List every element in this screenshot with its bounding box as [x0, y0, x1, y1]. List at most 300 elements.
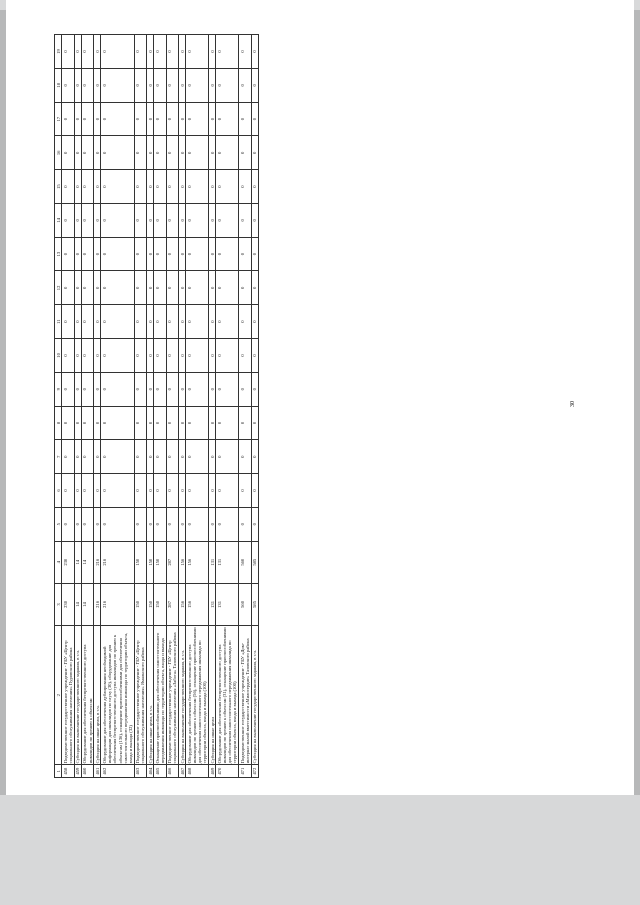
value-cell: 0: [251, 305, 258, 339]
value-cell: 0: [94, 406, 101, 440]
value-cell: 0: [186, 507, 209, 541]
value-cell: 156: [186, 541, 209, 583]
table-row: [216, 35, 239, 778]
value-cell: 0: [134, 474, 146, 508]
header-cell: 8: [55, 406, 62, 440]
value-cell: 0: [154, 305, 166, 339]
value-cell: 0: [179, 507, 186, 541]
value-cell: 0: [154, 406, 166, 440]
header-cell: 2: [55, 626, 62, 765]
row-description: Оборудование для обеспечения беспрепятственного доступа инвалидов по зрению к объектам (31), оснащение приспособлениями для обеспечения самостоятельного передвижения инвалида по территории объекта, входа и выхода (100): [216, 627, 238, 764]
table-body: [55, 35, 259, 778]
value-cell: 0: [239, 35, 251, 69]
value-cell: 14: [74, 583, 81, 625]
row-number: 470: [216, 765, 239, 778]
value-cell: 0: [147, 507, 154, 541]
value-cell: 0: [94, 237, 101, 271]
value-cell: 0: [154, 474, 166, 508]
value-cell: 0: [62, 35, 74, 69]
value-cell: 0: [166, 271, 178, 305]
header-cell: 17: [55, 102, 62, 136]
value-cell: 0: [179, 440, 186, 474]
value-cell: 0: [154, 68, 166, 102]
rotated-document: [46, 24, 606, 784]
value-cell: 0: [166, 372, 178, 406]
value-cell: 0: [62, 440, 74, 474]
value-cell: 0: [74, 339, 81, 373]
value-cell: 0: [62, 203, 74, 237]
value-cell: 0: [239, 474, 251, 508]
value-cell: 0: [94, 474, 101, 508]
value-cell: 0: [147, 406, 154, 440]
value-cell: 230: [62, 541, 74, 583]
table-row: [154, 35, 166, 778]
page-number: 30: [570, 401, 576, 407]
value-cell: 0: [216, 406, 239, 440]
value-cell: 150: [154, 583, 166, 625]
row-number: 461: [94, 765, 101, 778]
value-cell: 0: [166, 68, 178, 102]
value-cell: 0: [186, 68, 209, 102]
value-cell: 0: [147, 440, 154, 474]
value-cell: 0: [147, 305, 154, 339]
value-cell: 0: [239, 507, 251, 541]
header-cell: 11: [55, 305, 62, 339]
value-cell: 0: [239, 237, 251, 271]
value-cell: 0: [62, 372, 74, 406]
value-cell: 0: [179, 372, 186, 406]
table-row: [186, 35, 209, 778]
value-cell: 0: [74, 237, 81, 271]
row-description: Подведомственное государственное учреждение - ГБУ «Центр социального обслуживания населения» Ямальского района: [134, 626, 146, 765]
value-cell: 0: [94, 305, 101, 339]
value-cell: 0: [239, 68, 251, 102]
value-cell: 0: [239, 102, 251, 136]
value-cell: 0: [186, 237, 209, 271]
value-cell: 0: [101, 136, 134, 170]
value-cell: 0: [101, 271, 134, 305]
row-number: 459: [74, 765, 81, 778]
value-cell: 0: [94, 136, 101, 170]
value-cell: 0: [74, 372, 81, 406]
value-cell: 0: [94, 203, 101, 237]
value-cell: 560: [239, 541, 251, 583]
value-cell: 0: [81, 372, 93, 406]
row-description: Подведомственное государственное учреждение - ГБУ «Центр социального обслуживания населения» Пуровского района: [62, 626, 74, 765]
value-cell: 0: [251, 406, 258, 440]
row-number: 464: [147, 765, 154, 778]
value-cell: 0: [62, 102, 74, 136]
value-cell: 0: [74, 203, 81, 237]
value-cell: 0: [62, 339, 74, 373]
value-cell: 0: [134, 406, 146, 440]
value-cell: 0: [101, 372, 134, 406]
value-cell: 0: [209, 406, 216, 440]
value-cell: 0: [147, 170, 154, 204]
value-cell: 0: [216, 68, 239, 102]
value-cell: 150: [154, 541, 166, 583]
value-cell: 0: [216, 203, 239, 237]
value-cell: 0: [62, 305, 74, 339]
value-cell: 0: [154, 271, 166, 305]
value-cell: 0: [239, 406, 251, 440]
table-row: [166, 35, 178, 778]
value-cell: 0: [216, 35, 239, 69]
value-cell: 0: [74, 271, 81, 305]
value-cell: 0: [81, 406, 93, 440]
value-cell: 0: [154, 372, 166, 406]
value-cell: 0: [216, 474, 239, 508]
value-cell: 0: [101, 440, 134, 474]
value-cell: 0: [62, 406, 74, 440]
value-cell: 585: [251, 583, 258, 625]
value-cell: 216: [101, 583, 134, 625]
row-description: Подведомственное государственное учреждение - ГБУ «Центр социального обслуживания населения «Забота» Тазовского района: [166, 626, 178, 765]
value-cell: 0: [179, 237, 186, 271]
value-cell: 0: [101, 102, 134, 136]
value-cell: 0: [134, 339, 146, 373]
value-cell: 0: [81, 68, 93, 102]
value-cell: 0: [81, 203, 93, 237]
value-cell: 0: [251, 102, 258, 136]
value-cell: 0: [216, 102, 239, 136]
value-cell: 560: [239, 583, 251, 625]
value-cell: 0: [216, 305, 239, 339]
row-number: 463: [134, 765, 146, 778]
value-cell: 585: [251, 541, 258, 583]
value-cell: 0: [62, 170, 74, 204]
value-cell: 0: [101, 237, 134, 271]
value-cell: 0: [209, 68, 216, 102]
header-cell: 9: [55, 372, 62, 406]
value-cell: 0: [81, 271, 93, 305]
value-cell: 0: [179, 68, 186, 102]
value-cell: 0: [179, 170, 186, 204]
value-cell: 0: [166, 237, 178, 271]
value-cell: 0: [209, 170, 216, 204]
value-cell: 0: [81, 339, 93, 373]
value-cell: 0: [166, 440, 178, 474]
scan-bottom-strip: [0, 795, 640, 905]
budget-table: [54, 34, 259, 778]
table-row: [147, 35, 154, 778]
header-cell: 3: [55, 583, 62, 625]
row-description: Оборудование для обеспечения дублирования необходимой информации для инвалидов по слуху (30), оборудование для обеспечения беспрепятственного доступа инвалидов по зрению к объектам (136), оснащение приспособлениями для обеспечения самостоятельного передвижения инвалида по территории объекта, входа и выхода (32): [101, 626, 134, 765]
value-cell: 0: [251, 68, 258, 102]
row-number: 462: [101, 765, 134, 778]
value-cell: 0: [239, 170, 251, 204]
value-cell: 0: [101, 339, 134, 373]
value-cell: 0: [209, 102, 216, 136]
value-cell: 131: [216, 541, 239, 583]
value-cell: 0: [94, 68, 101, 102]
value-cell: 0: [74, 406, 81, 440]
value-cell: 14: [81, 583, 93, 625]
row-number: 468: [186, 765, 209, 778]
header-row: [55, 35, 62, 778]
value-cell: 0: [251, 170, 258, 204]
value-cell: 0: [62, 136, 74, 170]
value-cell: 0: [147, 271, 154, 305]
value-cell: 0: [251, 440, 258, 474]
value-cell: 0: [147, 474, 154, 508]
row-number: 465: [154, 765, 166, 778]
header-cell: 15: [55, 170, 62, 204]
value-cell: 0: [101, 406, 134, 440]
value-cell: 0: [216, 372, 239, 406]
value-cell: 0: [251, 237, 258, 271]
value-cell: 14: [81, 541, 93, 583]
value-cell: 0: [154, 237, 166, 271]
value-cell: 156: [186, 583, 209, 625]
value-cell: 0: [74, 35, 81, 69]
value-cell: 0: [186, 170, 209, 204]
header-cell: 4: [55, 541, 62, 583]
header-cell: 5: [55, 507, 62, 541]
value-cell: 0: [81, 305, 93, 339]
value-cell: 0: [74, 507, 81, 541]
value-cell: 0: [147, 136, 154, 170]
value-cell: 0: [251, 339, 258, 373]
header-cell: 6: [55, 474, 62, 508]
value-cell: 0: [154, 102, 166, 136]
table-row: [81, 35, 93, 778]
value-cell: 0: [166, 507, 178, 541]
value-cell: 0: [239, 271, 251, 305]
value-cell: 0: [101, 305, 134, 339]
table-row: [101, 35, 134, 778]
value-cell: 0: [101, 68, 134, 102]
row-description: Оснащение приспособлениями для обеспечения самостоятельного передвижения инвалида по территории объекта, входа и выхода: [154, 626, 166, 765]
table-row: [94, 35, 101, 778]
value-cell: 0: [134, 102, 146, 136]
value-cell: 0: [94, 372, 101, 406]
value-cell: 131: [209, 583, 216, 625]
value-cell: 0: [186, 35, 209, 69]
value-cell: 150: [147, 583, 154, 625]
value-cell: 0: [166, 474, 178, 508]
value-cell: 0: [147, 372, 154, 406]
value-cell: 287: [166, 541, 178, 583]
value-cell: 0: [251, 136, 258, 170]
row-number: 469: [209, 765, 216, 778]
row-description: Субсидия на выполнение государственного задания, в т.ч.: [74, 626, 81, 765]
value-cell: 0: [239, 203, 251, 237]
header-cell: 14: [55, 203, 62, 237]
value-cell: 0: [239, 339, 251, 373]
value-cell: 0: [101, 170, 134, 204]
value-cell: 0: [147, 339, 154, 373]
row-number: 472: [251, 765, 258, 778]
value-cell: 0: [62, 271, 74, 305]
value-cell: 0: [166, 35, 178, 69]
value-cell: 0: [179, 271, 186, 305]
value-cell: 0: [62, 237, 74, 271]
value-cell: 0: [251, 474, 258, 508]
value-cell: 0: [74, 102, 81, 136]
value-cell: 0: [209, 237, 216, 271]
header-cell: 7: [55, 440, 62, 474]
value-cell: 0: [179, 406, 186, 440]
value-cell: 14: [74, 541, 81, 583]
value-cell: 0: [94, 507, 101, 541]
value-cell: 0: [166, 305, 178, 339]
row-number: 471: [239, 765, 251, 778]
value-cell: 0: [147, 68, 154, 102]
header-cell: 10: [55, 339, 62, 373]
value-cell: 131: [216, 583, 239, 625]
value-cell: 0: [186, 203, 209, 237]
value-cell: 0: [101, 203, 134, 237]
value-cell: 0: [209, 271, 216, 305]
value-cell: 0: [239, 136, 251, 170]
row-number: 467: [179, 765, 186, 778]
value-cell: 0: [251, 35, 258, 69]
value-cell: 0: [134, 305, 146, 339]
value-cell: 0: [134, 35, 146, 69]
table-row: [239, 35, 251, 778]
value-cell: 0: [81, 170, 93, 204]
value-cell: 0: [216, 170, 239, 204]
value-cell: 0: [74, 170, 81, 204]
value-cell: 0: [154, 507, 166, 541]
value-cell: 0: [209, 203, 216, 237]
value-cell: 0: [94, 440, 101, 474]
value-cell: 156: [179, 541, 186, 583]
value-cell: 150: [134, 583, 146, 625]
row-description: Субсидия на иные цели, в т.ч.: [94, 626, 101, 765]
value-cell: 216: [101, 541, 134, 583]
value-cell: 0: [216, 271, 239, 305]
value-cell: 0: [251, 372, 258, 406]
value-cell: 0: [134, 372, 146, 406]
value-cell: 0: [101, 35, 134, 69]
value-cell: 0: [94, 35, 101, 69]
value-cell: 0: [179, 474, 186, 508]
value-cell: 0: [81, 102, 93, 136]
value-cell: 0: [147, 35, 154, 69]
value-cell: 0: [166, 170, 178, 204]
value-cell: 0: [134, 136, 146, 170]
value-cell: 0: [62, 474, 74, 508]
table-row: [74, 35, 81, 778]
value-cell: 230: [62, 583, 74, 625]
value-cell: 0: [81, 35, 93, 69]
value-cell: 0: [166, 406, 178, 440]
value-cell: 0: [134, 507, 146, 541]
value-cell: 0: [179, 35, 186, 69]
value-cell: 0: [186, 474, 209, 508]
value-cell: 0: [209, 440, 216, 474]
value-cell: 131: [209, 541, 216, 583]
value-cell: 0: [216, 440, 239, 474]
value-cell: 0: [81, 474, 93, 508]
value-cell: 0: [166, 102, 178, 136]
value-cell: 0: [147, 102, 154, 136]
value-cell: 0: [147, 237, 154, 271]
value-cell: 0: [186, 305, 209, 339]
value-cell: 156: [179, 583, 186, 625]
table-row: [134, 35, 146, 778]
value-cell: 0: [166, 339, 178, 373]
value-cell: 0: [81, 507, 93, 541]
value-cell: 0: [147, 203, 154, 237]
value-cell: 0: [179, 136, 186, 170]
document-page: [46, 24, 606, 784]
value-cell: 0: [209, 474, 216, 508]
value-cell: 0: [94, 170, 101, 204]
value-cell: 0: [209, 305, 216, 339]
value-cell: 0: [209, 339, 216, 373]
value-cell: 0: [209, 136, 216, 170]
table-row: [62, 35, 74, 778]
row-number: 458: [62, 765, 74, 778]
value-cell: 0: [216, 237, 239, 271]
value-cell: 0: [62, 68, 74, 102]
value-cell: 0: [134, 203, 146, 237]
header-cell: 16: [55, 136, 62, 170]
header-cell: 12: [55, 271, 62, 305]
value-cell: 0: [101, 474, 134, 508]
value-cell: 0: [154, 203, 166, 237]
value-cell: 0: [186, 102, 209, 136]
value-cell: 0: [216, 339, 239, 373]
table-row: [251, 35, 258, 778]
row-number: 460: [81, 765, 93, 778]
value-cell: 0: [81, 136, 93, 170]
value-cell: 0: [101, 507, 134, 541]
value-cell: 0: [62, 507, 74, 541]
value-cell: 0: [134, 68, 146, 102]
value-cell: 0: [94, 102, 101, 136]
value-cell: 0: [251, 507, 258, 541]
value-cell: 0: [166, 136, 178, 170]
value-cell: 0: [239, 305, 251, 339]
value-cell: 0: [216, 507, 239, 541]
row-description: Оборудование для обеспечения беспрепятственного доступа инвалидов по зрению к объектам (56), оснащение приспособлениями для обеспечения самостоятельного передвижения инвалида по территории объекта, входа и выхода (100): [186, 627, 208, 764]
header-cell: 18: [55, 68, 62, 102]
value-cell: 216: [94, 583, 101, 625]
row-description: Подведомственное государственное учреждение - ГБУ «Дом-интернат малой вместимости «Милосердие» Тазовского района: [239, 626, 251, 765]
value-cell: 0: [216, 136, 239, 170]
table-row: [179, 35, 186, 778]
value-cell: 0: [154, 170, 166, 204]
row-description: Оборудование для обеспечения беспрепятственного доступа инвалидов по зрению к объектам: [81, 626, 93, 765]
value-cell: 0: [209, 507, 216, 541]
value-cell: 0: [239, 440, 251, 474]
value-cell: 0: [154, 35, 166, 69]
value-cell: 0: [166, 203, 178, 237]
value-cell: 0: [134, 271, 146, 305]
value-cell: 0: [74, 68, 81, 102]
value-cell: 0: [74, 474, 81, 508]
value-cell: 0: [179, 102, 186, 136]
value-cell: 0: [154, 440, 166, 474]
value-cell: 0: [134, 170, 146, 204]
row-description: Субсидия на иные цели, в т.ч.: [147, 626, 154, 765]
value-cell: 0: [94, 339, 101, 373]
value-cell: 0: [209, 35, 216, 69]
value-cell: 0: [186, 339, 209, 373]
value-cell: 0: [74, 136, 81, 170]
value-cell: 0: [179, 305, 186, 339]
value-cell: 0: [179, 339, 186, 373]
value-cell: 0: [154, 136, 166, 170]
value-cell: 0: [186, 372, 209, 406]
row-description: Субсидия на иные цели: [209, 626, 216, 765]
value-cell: 0: [209, 372, 216, 406]
value-cell: 0: [239, 372, 251, 406]
